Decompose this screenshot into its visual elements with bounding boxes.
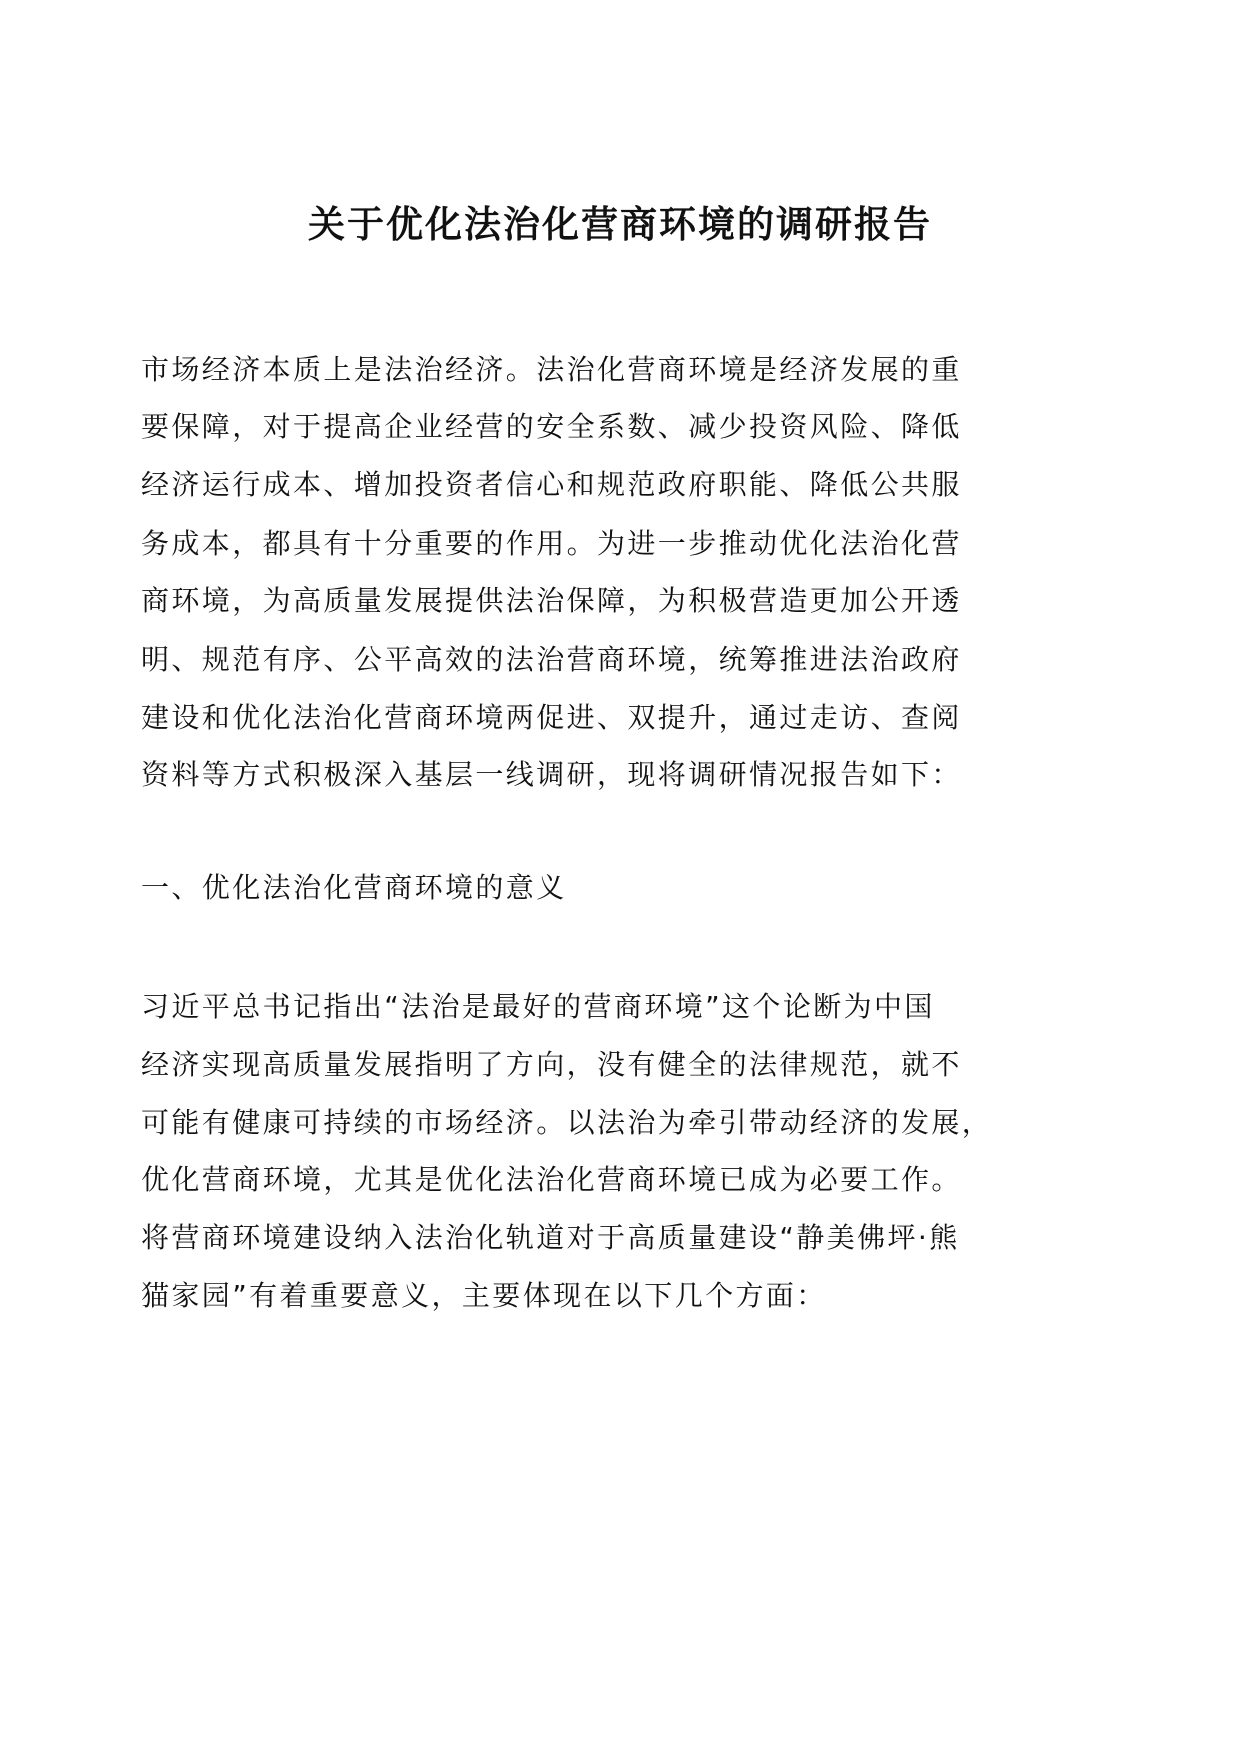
text-line: 经济运行成本、增加投资者信心和规范政府职能、降低公共服: [141, 468, 962, 501]
text-line: 建设和优化法治化营商环境两促进、双提升，通过走访、查阅: [141, 701, 962, 734]
text-line: 优化营商环境，尤其是优化法治化营商环境已成为必要工作。: [141, 1163, 962, 1196]
text-line: 习近平总书记指出“法治是最好的营商环境”这个论断为中国: [141, 990, 935, 1023]
text-line: 市场经济本质上是法治经济。法治化营商环境是经济发展的重: [141, 353, 962, 386]
document-title: 关于优化法治化营商环境的调研报告: [308, 203, 932, 246]
text-line: 务成本，都具有十分重要的作用。为进一步推动优化法治化营: [141, 527, 962, 560]
text-line: 将营商环境建设纳入法治化轨道对于高质量建设“静美佛坪·熊: [141, 1221, 960, 1254]
text-line: 明、规范有序、公平高效的法治营商环境，统筹推进法治政府: [141, 643, 962, 676]
text-line: 可能有健康可持续的市场经济。以法治为牵引带动经济的发展，: [141, 1106, 993, 1139]
text-line: 商环境，为高质量发展提供法治保障，为积极营造更加公开透: [141, 584, 962, 617]
text-line: 猫家园”有着重要意义，主要体现在以下几个方面：: [141, 1279, 827, 1312]
text-line: 要保障，对于提高企业经营的安全系数、减少投资风险、降低: [141, 410, 962, 443]
text-line: 经济实现高质量发展指明了方向，没有健全的法律规范，就不: [141, 1048, 962, 1081]
section-heading: 一、优化法治化营商环境的意义: [141, 871, 567, 904]
text-line: 资料等方式积极深入基层一线调研，现将调研情况报告如下：: [141, 758, 962, 791]
